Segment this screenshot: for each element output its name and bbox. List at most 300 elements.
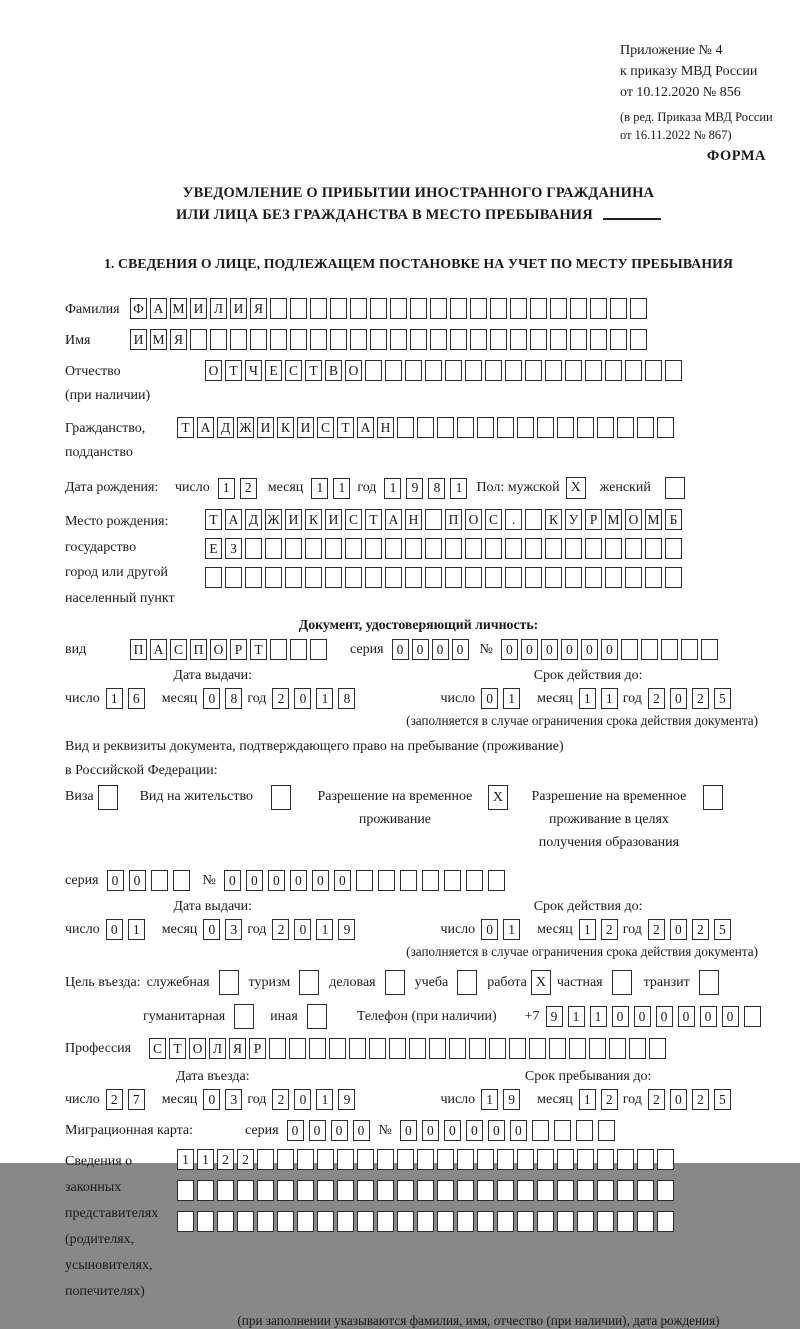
form-cell[interactable]: 0 (670, 1089, 687, 1110)
form-cell[interactable] (597, 417, 614, 438)
form-cell[interactable]: М (645, 509, 662, 530)
form-cell[interactable]: 1 (177, 1149, 194, 1170)
form-cell[interactable]: К (305, 509, 322, 530)
form-cell[interactable]: 2 (692, 1089, 709, 1110)
form-cell[interactable] (177, 1180, 194, 1201)
form-cell[interactable]: 0 (634, 1006, 651, 1027)
form-cell[interactable] (405, 567, 422, 588)
form-cell[interactable] (377, 1149, 394, 1170)
form-cell[interactable] (609, 1038, 626, 1059)
form-cell[interactable]: 0 (392, 639, 409, 660)
form-cell[interactable]: 1 (333, 478, 350, 499)
form-cell[interactable]: 2 (272, 688, 289, 709)
form-cell[interactable]: 9 (546, 1006, 563, 1027)
form-cell[interactable] (477, 417, 494, 438)
form-cell[interactable]: 1 (197, 1149, 214, 1170)
purpose-humanitarian-checkbox[interactable] (234, 1004, 254, 1029)
form-cell[interactable]: 1 (579, 1089, 596, 1110)
form-cell[interactable] (470, 298, 487, 319)
form-cell[interactable] (589, 1038, 606, 1059)
form-cell[interactable]: 0 (670, 919, 687, 940)
form-cell[interactable]: 0 (656, 1006, 673, 1027)
form-cell[interactable] (597, 1211, 614, 1232)
form-cell[interactable] (217, 1211, 234, 1232)
form-cell[interactable] (245, 567, 262, 588)
form-cell[interactable]: 1 (503, 688, 520, 709)
form-cell[interactable] (437, 417, 454, 438)
form-cell[interactable]: 0 (432, 639, 449, 660)
form-cell[interactable]: 1 (384, 478, 401, 499)
form-cell[interactable]: 0 (290, 870, 307, 891)
form-cell[interactable] (450, 298, 467, 319)
form-cell[interactable] (525, 567, 542, 588)
form-cell[interactable] (309, 1038, 326, 1059)
purpose-study-checkbox[interactable] (457, 970, 477, 995)
form-cell[interactable] (237, 1180, 254, 1201)
form-cell[interactable] (337, 1211, 354, 1232)
form-cell[interactable] (557, 1149, 574, 1170)
form-cell[interactable] (425, 538, 442, 559)
form-cell[interactable] (290, 639, 307, 660)
form-cell[interactable] (537, 417, 554, 438)
form-cell[interactable]: 1 (316, 919, 333, 940)
form-cell[interactable] (437, 1180, 454, 1201)
form-cell[interactable] (485, 567, 502, 588)
form-cell[interactable]: 5 (714, 688, 731, 709)
form-cell[interactable] (265, 538, 282, 559)
form-cell[interactable] (357, 1149, 374, 1170)
form-cell[interactable]: К (545, 509, 562, 530)
purpose-private-checkbox[interactable] (612, 970, 632, 995)
form-cell[interactable] (510, 329, 527, 350)
form-cell[interactable] (617, 1149, 634, 1170)
form-cell[interactable]: 1 (481, 1089, 498, 1110)
form-cell[interactable] (630, 298, 647, 319)
form-cell[interactable]: О (210, 639, 227, 660)
form-cell[interactable] (437, 1211, 454, 1232)
form-cell[interactable] (657, 1211, 674, 1232)
form-cell[interactable] (545, 538, 562, 559)
form-cell[interactable]: Л (210, 298, 227, 319)
form-cell[interactable] (590, 329, 607, 350)
form-cell[interactable] (530, 329, 547, 350)
form-cell[interactable]: 1 (579, 688, 596, 709)
form-cell[interactable] (532, 1120, 549, 1141)
form-cell[interactable]: О (205, 360, 222, 381)
form-cell[interactable] (490, 298, 507, 319)
form-cell[interactable] (637, 1211, 654, 1232)
form-cell[interactable] (517, 1180, 534, 1201)
form-cell[interactable] (530, 298, 547, 319)
form-cell[interactable]: 0 (444, 1120, 461, 1141)
form-cell[interactable]: 2 (272, 1089, 289, 1110)
form-cell[interactable] (385, 567, 402, 588)
form-cell[interactable] (349, 1038, 366, 1059)
form-cell[interactable]: 0 (246, 870, 263, 891)
form-cell[interactable]: Р (249, 1038, 266, 1059)
form-cell[interactable]: Я (250, 298, 267, 319)
form-cell[interactable]: 0 (678, 1006, 695, 1027)
form-cell[interactable] (397, 1149, 414, 1170)
form-cell[interactable]: 1 (590, 1006, 607, 1027)
form-cell[interactable]: А (385, 509, 402, 530)
form-cell[interactable]: 0 (400, 1120, 417, 1141)
form-cell[interactable] (457, 417, 474, 438)
form-cell[interactable]: О (465, 509, 482, 530)
form-cell[interactable] (305, 538, 322, 559)
form-cell[interactable] (390, 298, 407, 319)
form-cell[interactable] (337, 1180, 354, 1201)
form-cell[interactable] (290, 329, 307, 350)
form-cell[interactable] (410, 329, 427, 350)
form-cell[interactable] (550, 329, 567, 350)
form-cell[interactable]: 9 (406, 478, 423, 499)
form-cell[interactable] (317, 1149, 334, 1170)
form-cell[interactable]: 2 (217, 1149, 234, 1170)
form-cell[interactable]: 0 (312, 870, 329, 891)
form-cell[interactable] (489, 1038, 506, 1059)
form-cell[interactable] (357, 1180, 374, 1201)
form-cell[interactable] (365, 567, 382, 588)
form-cell[interactable]: 1 (218, 478, 235, 499)
form-cell[interactable] (365, 538, 382, 559)
form-cell[interactable] (537, 1180, 554, 1201)
form-cell[interactable] (345, 538, 362, 559)
form-cell[interactable]: 1 (579, 919, 596, 940)
form-cell[interactable] (485, 538, 502, 559)
form-cell[interactable] (417, 417, 434, 438)
form-cell[interactable]: Т (337, 417, 354, 438)
form-cell[interactable] (389, 1038, 406, 1059)
purpose-transit-checkbox[interactable] (699, 970, 719, 995)
purpose-tourism-checkbox[interactable] (299, 970, 319, 995)
form-cell[interactable]: 1 (311, 478, 328, 499)
form-cell[interactable] (630, 329, 647, 350)
form-cell[interactable]: Т (305, 360, 322, 381)
form-cell[interactable]: С (170, 639, 187, 660)
form-cell[interactable]: С (485, 509, 502, 530)
form-cell[interactable]: 7 (128, 1089, 145, 1110)
form-cell[interactable]: 0 (452, 639, 469, 660)
form-cell[interactable] (365, 360, 382, 381)
form-cell[interactable] (325, 538, 342, 559)
edu-permit-checkbox[interactable] (703, 785, 723, 810)
form-cell[interactable]: 0 (353, 1120, 370, 1141)
form-cell[interactable] (570, 298, 587, 319)
form-cell[interactable] (577, 1149, 594, 1170)
form-cell[interactable] (557, 417, 574, 438)
form-cell[interactable] (565, 567, 582, 588)
form-cell[interactable] (270, 639, 287, 660)
form-cell[interactable]: И (257, 417, 274, 438)
form-cell[interactable] (409, 1038, 426, 1059)
form-cell[interactable]: 8 (428, 478, 445, 499)
form-cell[interactable] (470, 329, 487, 350)
form-cell[interactable]: Д (245, 509, 262, 530)
form-cell[interactable] (310, 298, 327, 319)
form-cell[interactable]: 1 (450, 478, 467, 499)
form-cell[interactable] (525, 538, 542, 559)
form-cell[interactable] (457, 1149, 474, 1170)
form-cell[interactable]: К (277, 417, 294, 438)
form-cell[interactable]: 0 (488, 1120, 505, 1141)
form-cell[interactable] (317, 1211, 334, 1232)
temp-permit-checkbox[interactable]: X (488, 785, 508, 810)
form-cell[interactable]: 1 (106, 688, 123, 709)
form-cell[interactable] (661, 639, 678, 660)
form-cell[interactable] (629, 1038, 646, 1059)
form-cell[interactable]: 2 (692, 919, 709, 940)
form-cell[interactable] (645, 567, 662, 588)
form-cell[interactable] (230, 329, 247, 350)
form-cell[interactable] (537, 1149, 554, 1170)
form-cell[interactable] (385, 538, 402, 559)
form-cell[interactable]: 0 (129, 870, 146, 891)
form-cell[interactable]: И (325, 509, 342, 530)
form-cell[interactable]: Т (365, 509, 382, 530)
form-cell[interactable] (549, 1038, 566, 1059)
form-cell[interactable] (250, 329, 267, 350)
form-cell[interactable] (477, 1149, 494, 1170)
form-cell[interactable] (625, 538, 642, 559)
form-cell[interactable]: 8 (338, 688, 355, 709)
form-cell[interactable] (665, 538, 682, 559)
form-cell[interactable] (397, 417, 414, 438)
form-cell[interactable]: О (345, 360, 362, 381)
form-cell[interactable]: 0 (294, 1089, 311, 1110)
form-cell[interactable] (400, 870, 417, 891)
form-cell[interactable]: 0 (612, 1006, 629, 1027)
form-cell[interactable] (457, 1211, 474, 1232)
form-cell[interactable]: 0 (501, 639, 518, 660)
visa-checkbox[interactable] (98, 785, 118, 810)
form-cell[interactable]: 0 (581, 639, 598, 660)
form-cell[interactable] (554, 1120, 571, 1141)
form-cell[interactable] (469, 1038, 486, 1059)
form-cell[interactable] (465, 538, 482, 559)
form-cell[interactable] (290, 298, 307, 319)
form-cell[interactable] (525, 509, 542, 530)
form-cell[interactable]: 0 (107, 870, 124, 891)
form-cell[interactable]: 3 (225, 1089, 242, 1110)
form-cell[interactable] (197, 1211, 214, 1232)
form-cell[interactable] (429, 1038, 446, 1059)
form-cell[interactable] (657, 1180, 674, 1201)
form-cell[interactable]: Я (170, 329, 187, 350)
form-cell[interactable]: С (149, 1038, 166, 1059)
form-cell[interactable] (585, 567, 602, 588)
form-cell[interactable] (329, 1038, 346, 1059)
form-cell[interactable]: 0 (466, 1120, 483, 1141)
form-cell[interactable]: 3 (225, 919, 242, 940)
form-cell[interactable]: 0 (481, 919, 498, 940)
form-cell[interactable]: Т (250, 639, 267, 660)
form-cell[interactable] (417, 1149, 434, 1170)
form-cell[interactable] (370, 329, 387, 350)
form-cell[interactable] (625, 567, 642, 588)
form-cell[interactable]: П (190, 639, 207, 660)
form-cell[interactable] (277, 1149, 294, 1170)
form-cell[interactable] (297, 1149, 314, 1170)
form-cell[interactable] (317, 1180, 334, 1201)
form-cell[interactable] (537, 1211, 554, 1232)
form-cell[interactable]: Р (230, 639, 247, 660)
form-cell[interactable] (570, 329, 587, 350)
form-cell[interactable] (517, 1211, 534, 1232)
form-cell[interactable]: 0 (521, 639, 538, 660)
form-cell[interactable]: 6 (128, 688, 145, 709)
form-cell[interactable]: Т (205, 509, 222, 530)
form-cell[interactable] (217, 1180, 234, 1201)
form-cell[interactable] (417, 1180, 434, 1201)
form-cell[interactable]: 0 (203, 1089, 220, 1110)
form-cell[interactable] (637, 417, 654, 438)
form-cell[interactable]: 0 (294, 919, 311, 940)
purpose-work-checkbox[interactable]: X (531, 970, 551, 995)
form-cell[interactable] (649, 1038, 666, 1059)
form-cell[interactable] (457, 1180, 474, 1201)
form-cell[interactable] (350, 298, 367, 319)
form-cell[interactable] (657, 417, 674, 438)
form-cell[interactable]: И (297, 417, 314, 438)
form-cell[interactable]: 1 (503, 919, 520, 940)
form-cell[interactable] (430, 329, 447, 350)
form-cell[interactable]: 9 (503, 1089, 520, 1110)
form-cell[interactable] (378, 870, 395, 891)
form-cell[interactable] (577, 417, 594, 438)
form-cell[interactable] (450, 329, 467, 350)
form-cell[interactable]: М (170, 298, 187, 319)
form-cell[interactable]: А (225, 509, 242, 530)
form-cell[interactable] (485, 360, 502, 381)
form-cell[interactable] (597, 1149, 614, 1170)
form-cell[interactable] (477, 1211, 494, 1232)
form-cell[interactable] (621, 639, 638, 660)
form-cell[interactable]: 2 (237, 1149, 254, 1170)
form-cell[interactable]: 0 (309, 1120, 326, 1141)
form-cell[interactable] (610, 329, 627, 350)
form-cell[interactable]: И (190, 298, 207, 319)
form-cell[interactable]: Л (209, 1038, 226, 1059)
form-cell[interactable] (430, 298, 447, 319)
form-cell[interactable] (569, 1038, 586, 1059)
form-cell[interactable]: 2 (692, 688, 709, 709)
form-cell[interactable]: 0 (106, 919, 123, 940)
form-cell[interactable] (605, 360, 622, 381)
form-cell[interactable]: Е (265, 360, 282, 381)
residence-permit-checkbox[interactable] (271, 785, 291, 810)
form-cell[interactable] (405, 538, 422, 559)
form-cell[interactable] (465, 360, 482, 381)
form-cell[interactable] (597, 1180, 614, 1201)
form-cell[interactable] (497, 1211, 514, 1232)
form-cell[interactable]: Б (665, 509, 682, 530)
form-cell[interactable]: И (130, 329, 147, 350)
form-cell[interactable]: 0 (203, 919, 220, 940)
form-cell[interactable]: М (605, 509, 622, 530)
form-cell[interactable]: З (225, 538, 242, 559)
form-cell[interactable] (665, 567, 682, 588)
form-cell[interactable] (425, 567, 442, 588)
form-cell[interactable] (297, 1180, 314, 1201)
form-cell[interactable] (445, 567, 462, 588)
form-cell[interactable]: 2 (272, 919, 289, 940)
form-cell[interactable] (598, 1120, 615, 1141)
form-cell[interactable]: 1 (601, 688, 618, 709)
form-cell[interactable]: 0 (334, 870, 351, 891)
form-cell[interactable] (385, 360, 402, 381)
form-cell[interactable]: Н (405, 509, 422, 530)
purpose-other-checkbox[interactable] (307, 1004, 327, 1029)
form-cell[interactable] (310, 329, 327, 350)
form-cell[interactable] (225, 567, 242, 588)
form-cell[interactable] (356, 870, 373, 891)
form-cell[interactable] (576, 1120, 593, 1141)
form-cell[interactable] (681, 639, 698, 660)
form-cell[interactable]: Д (217, 417, 234, 438)
sex-male-checkbox[interactable]: X (566, 477, 586, 499)
form-cell[interactable]: 0 (510, 1120, 527, 1141)
form-cell[interactable]: Я (229, 1038, 246, 1059)
form-cell[interactable] (237, 1211, 254, 1232)
form-cell[interactable] (345, 567, 362, 588)
form-cell[interactable]: 0 (224, 870, 241, 891)
form-cell[interactable] (488, 870, 505, 891)
form-cell[interactable]: 0 (287, 1120, 304, 1141)
form-cell[interactable]: 2 (648, 1089, 665, 1110)
form-cell[interactable] (557, 1211, 574, 1232)
form-cell[interactable]: 0 (700, 1006, 717, 1027)
form-cell[interactable] (377, 1180, 394, 1201)
form-cell[interactable] (625, 360, 642, 381)
form-cell[interactable] (466, 870, 483, 891)
form-cell[interactable] (497, 417, 514, 438)
form-cell[interactable] (497, 1149, 514, 1170)
form-cell[interactable] (617, 1180, 634, 1201)
form-cell[interactable] (285, 567, 302, 588)
form-cell[interactable]: Н (377, 417, 394, 438)
form-cell[interactable] (645, 538, 662, 559)
form-cell[interactable] (505, 360, 522, 381)
form-cell[interactable] (445, 538, 462, 559)
form-cell[interactable]: 2 (601, 919, 618, 940)
form-cell[interactable] (637, 1149, 654, 1170)
form-cell[interactable]: Е (205, 538, 222, 559)
form-cell[interactable]: Ж (237, 417, 254, 438)
form-cell[interactable] (585, 538, 602, 559)
form-cell[interactable] (577, 1180, 594, 1201)
form-cell[interactable] (557, 1180, 574, 1201)
form-cell[interactable]: 2 (648, 919, 665, 940)
form-cell[interactable] (297, 1211, 314, 1232)
form-cell[interactable] (245, 538, 262, 559)
form-cell[interactable] (210, 329, 227, 350)
form-cell[interactable]: 1 (568, 1006, 585, 1027)
form-cell[interactable]: А (150, 298, 167, 319)
form-cell[interactable] (605, 567, 622, 588)
form-cell[interactable] (490, 329, 507, 350)
form-cell[interactable] (257, 1180, 274, 1201)
form-cell[interactable]: 9 (338, 1089, 355, 1110)
form-cell[interactable] (425, 509, 442, 530)
form-cell[interactable] (617, 417, 634, 438)
form-cell[interactable]: 0 (722, 1006, 739, 1027)
form-cell[interactable]: 0 (422, 1120, 439, 1141)
form-cell[interactable] (270, 298, 287, 319)
form-cell[interactable] (173, 870, 190, 891)
form-cell[interactable]: П (130, 639, 147, 660)
form-cell[interactable]: М (150, 329, 167, 350)
